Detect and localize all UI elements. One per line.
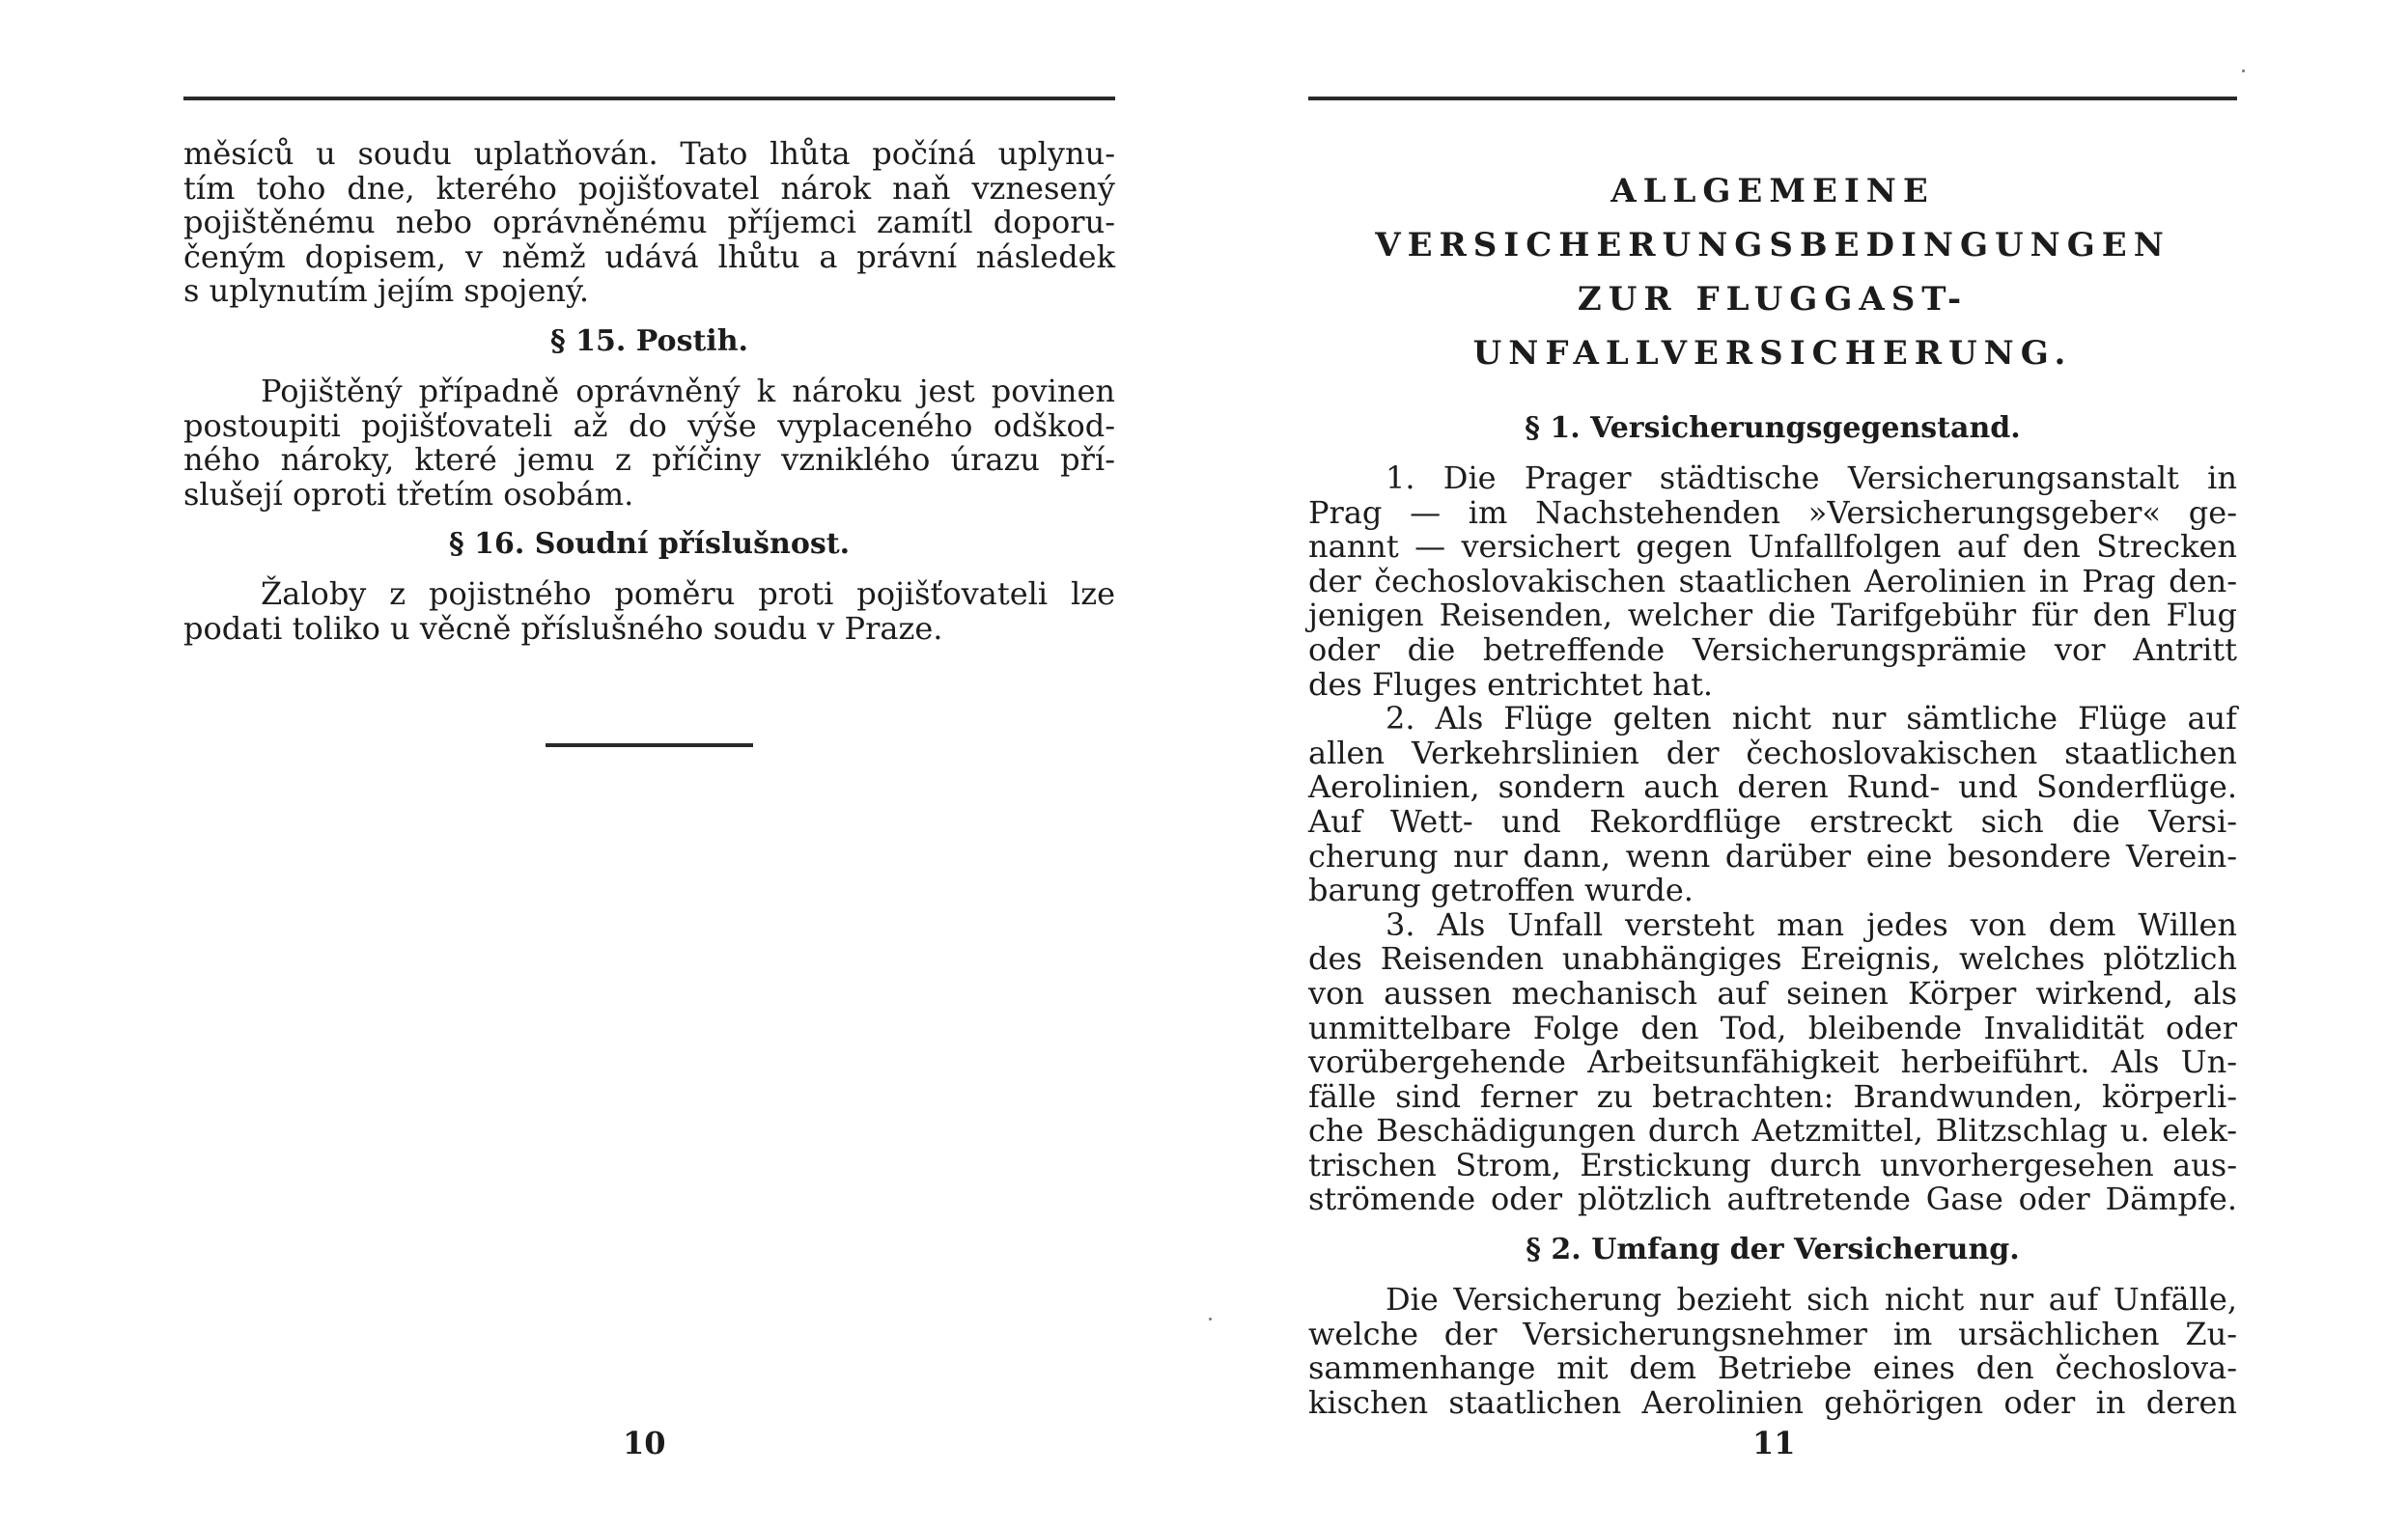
text-line: Auf Wett- und Rekordflüge erstreckt sich die Versi-: [1308, 802, 2237, 840]
text-line: s uplynutím jejím spojený.: [183, 272, 589, 310]
text-line: jenigen Reisenden, welcher die Tarifgebühr für den Flug: [1308, 597, 2237, 634]
text-line: strömende oder plötzlich auftretende Gase oder Dämpfe.: [1308, 1181, 2237, 1218]
right-text-block: [1308, 164, 2237, 1420]
text-line: von aussen mechanisch auf seinen Körper wirkend, als: [1308, 974, 2237, 1012]
left-page: [183, 0, 1115, 1529]
document-title: [1308, 164, 2237, 380]
text-line: Aerolinien, sondern auch deren Rund- und Sonderflüge.: [1308, 768, 2237, 806]
section-heading-16: § 16. Soudní příslušnost.: [448, 527, 851, 562]
section-heading-2: § 2. Umfang der Versicherung.: [1526, 1233, 2020, 1267]
end-rule: [546, 743, 753, 747]
text-line: che Beschädigungen durch Aetzmittel, Blitzschlag u. elek-: [1308, 1112, 2237, 1150]
title-line: VERSICHERUNGSBEDINGUNGEN: [1375, 226, 2170, 264]
page-number: 11: [1752, 1425, 1796, 1461]
paper-speck: [1209, 1318, 1212, 1320]
paper-speck: [2242, 70, 2245, 72]
text-line: oder die betreffende Versicherungsprämie vor Antritt: [1308, 630, 2237, 668]
text-line: allen Verkehrslinien der čechoslovakischen staatlichen: [1308, 734, 2237, 771]
text-line: sammenhange mit dem Betriebe eines den čechoslova-: [1308, 1349, 2237, 1387]
text-line: tím toho dne, kterého pojišťovatel nárok naň vznesený: [183, 169, 1115, 207]
text-line: der čechoslovakischen staatlichen Aerolinien in Prag den-: [1308, 562, 2237, 599]
left-text-block: [183, 137, 1115, 647]
text-line: cherung nur dann, wenn darüber eine besondere Verein-: [1308, 837, 2237, 875]
title-line: ALLGEMEINE: [1610, 172, 1935, 210]
text-line: 2. Als Flüge gelten nicht nur sämtliche Flüge auf: [1386, 700, 2237, 737]
title-line: ZUR FLUGGAST-UNFALLVERSICHERUNG.: [1472, 280, 2073, 373]
text-line: čeným dopisem, v němž udává lhůtu a právní následek: [183, 237, 1115, 275]
text-line: slušejí oproti třetím osobám.: [183, 475, 634, 513]
text-line: 1. Die Prager städtische Versicherungsanstalt in: [1386, 459, 2237, 496]
section-heading-15: § 15. Postih.: [550, 323, 748, 358]
text-line: unmittelbare Folge den Tod, bleibende Invalidität oder: [1308, 1009, 2237, 1046]
text-line: pojištěnému nebo oprávněnému příjemci zamítl doporu-: [183, 204, 1115, 241]
text-line: vorübergehende Arbeitsunfähigkeit herbeiführt. Als Un-: [1308, 1043, 2237, 1081]
text-line: kischen staatlichen Aerolinien gehörigen oder in deren: [1308, 1383, 2237, 1421]
page-number: 10: [623, 1425, 666, 1461]
text-line: Prag — im Nachstehenden »Versicherungsgeber« ge-: [1308, 493, 2237, 531]
text-line: 3. Als Unfall versteht man jedes von dem Willen: [1386, 905, 2237, 943]
text-line: postoupiti pojišťovateli až do výše vyplaceného odškod-: [183, 406, 1115, 444]
text-line: nannt — versichert gegen Unfallfolgen auf den Strecken: [1308, 528, 2237, 566]
text-line: fälle sind ferner zu betrachten: Brandwunden, körperli-: [1308, 1077, 2237, 1115]
text-line: podati toliko u věcně příslušného soudu v Praze.: [183, 609, 943, 647]
right-page: [1308, 0, 2237, 1529]
section-heading-1: § 1. Versicherungsgegenstand.: [1525, 411, 2021, 445]
text-line: des Fluges entrichtet hat.: [1308, 665, 1714, 703]
text-line: Pojištěný případně oprávněný k nároku jest povinen: [261, 372, 1115, 409]
text-line: barung getroffen wurde.: [1308, 872, 1694, 909]
top-rule: [183, 97, 1115, 100]
text-line: ného nároky, které jemu z příčiny vzniklého úrazu pří-: [183, 441, 1115, 479]
top-rule: [1308, 97, 2237, 100]
text-line: welche der Versicherungsnehmer im ursächlichen Zu-: [1308, 1315, 2237, 1352]
text-line: trischen Strom, Erstickung durch unvorhergesehen aus-: [1308, 1146, 2237, 1183]
text-line: Žaloby z pojistného poměru proti pojišťovateli lze: [261, 575, 1115, 613]
text-line: Die Versicherung bezieht sich nicht nur auf Unfälle,: [1386, 1281, 2237, 1319]
text-line: měsíců u soudu uplatňován. Tato lhůta počíná uplynu-: [183, 135, 1115, 172]
text-line: des Reisenden unabhängiges Ereignis, welches plötzlich: [1308, 940, 2237, 978]
